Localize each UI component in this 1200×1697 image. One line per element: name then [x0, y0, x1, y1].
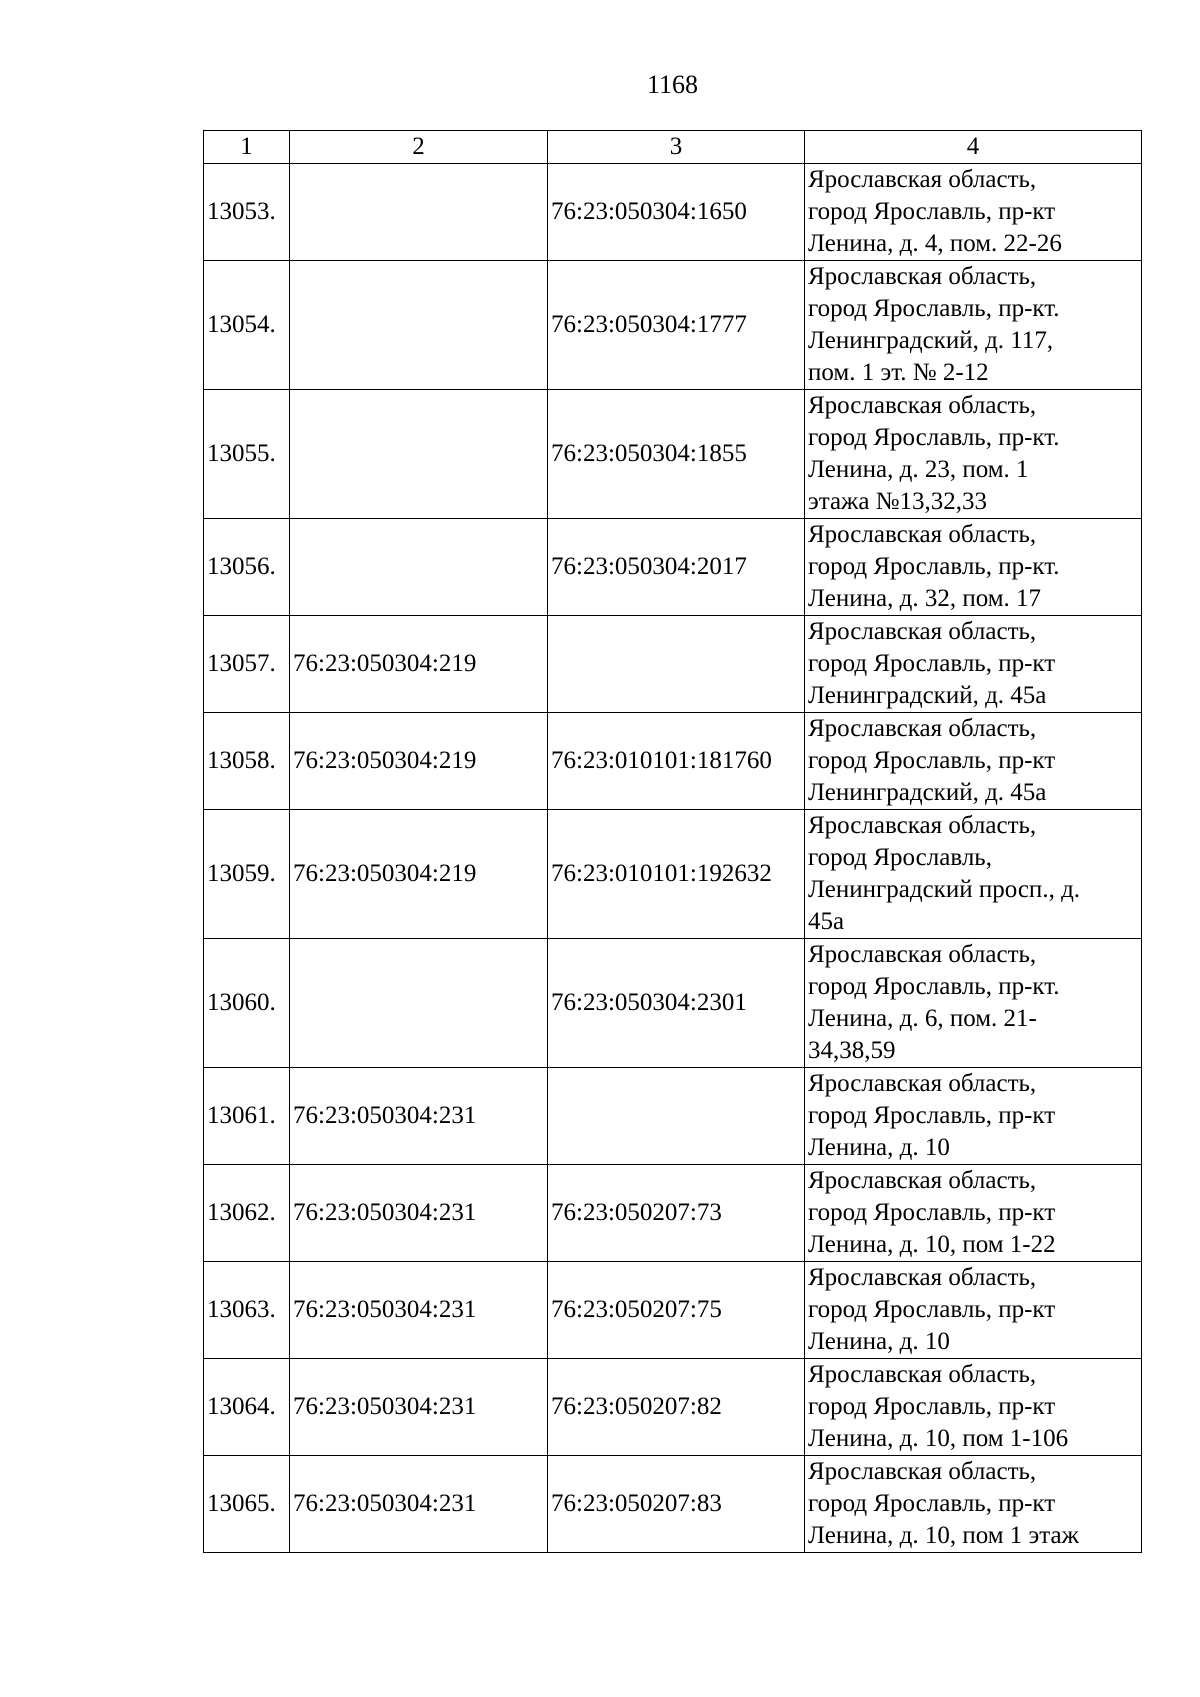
address-line: Ярославская область, [808, 1070, 1037, 1097]
address-line: город Ярославль, пр-кт. [808, 973, 1060, 1000]
row-number-cell: 13055. [204, 390, 290, 519]
address-line: Ленина, д. 10 [808, 1328, 950, 1355]
cadastral-number-cell: 76:23:050304:231 [290, 1456, 548, 1553]
address-line: Ленина, д. 10, пом 1-22 [808, 1231, 1056, 1258]
related-cadastral-number-cell: 76:23:010101:192632 [548, 810, 805, 939]
column-header-2: 2 [290, 131, 548, 164]
row-number-cell: 13063. [204, 1262, 290, 1359]
table-row [204, 1068, 1142, 1165]
table-body [204, 164, 1142, 1553]
column-header-4: 4 [805, 131, 1142, 164]
address-cell [805, 164, 1142, 261]
address-line: 45а [808, 908, 845, 935]
address-line: город Ярославль, пр-кт. [808, 553, 1060, 580]
address-cell [805, 1165, 1142, 1262]
address-line: Ярославская область, [808, 941, 1037, 968]
address-cell [805, 713, 1142, 810]
address-line: этажа №13,32,33 [808, 488, 988, 515]
address-line: пом. 1 эт. № 2-12 [808, 359, 989, 386]
address-line: Ярославская область, [808, 1361, 1037, 1388]
table-row [204, 1359, 1142, 1456]
address-line: Ленина, д. 10, пом 1 этаж [808, 1522, 1079, 1549]
address-line: Ярославская область, [808, 521, 1037, 548]
address-line: Ленина, д. 23, пом. 1 [808, 456, 1029, 483]
address-line: Ленина, д. 10, пом 1-106 [808, 1425, 1069, 1452]
cadastral-number-cell: 76:23:050304:219 [290, 616, 548, 713]
related-cadastral-number-cell [548, 1068, 805, 1165]
row-number-cell: 13059. [204, 810, 290, 939]
related-cadastral-number-cell: 76:23:010101:181760 [548, 713, 805, 810]
address-cell [805, 1456, 1142, 1553]
related-cadastral-number-cell: 76:23:050207:83 [548, 1456, 805, 1553]
address-line: город Ярославль, пр-кт [808, 747, 1056, 774]
address-line: Ярославская область, [808, 812, 1037, 839]
cadastral-number-cell [290, 261, 548, 390]
address-cell [805, 519, 1142, 616]
related-cadastral-number-cell [548, 616, 805, 713]
address-cell [805, 1262, 1142, 1359]
address-line: город Ярославль, пр-кт [808, 198, 1056, 225]
page-number: 1168 [646, 70, 699, 99]
address-line: Ленина, д. 32, пом. 17 [808, 585, 1042, 612]
table-row [204, 390, 1142, 519]
cadastral-number-cell: 76:23:050304:219 [290, 810, 548, 939]
related-cadastral-number-cell: 76:23:050207:75 [548, 1262, 805, 1359]
address-line: город Ярославль, пр-кт [808, 1296, 1056, 1323]
address-line: Ленина, д. 6, пом. 21- [808, 1005, 1037, 1032]
related-cadastral-number-cell: 76:23:050304:2017 [548, 519, 805, 616]
address-line: Ленинградский, д. 45а [808, 682, 1047, 709]
row-number-cell: 13053. [204, 164, 290, 261]
related-cadastral-number-cell: 76:23:050304:2301 [548, 939, 805, 1068]
address-cell [805, 390, 1142, 519]
address-cell [805, 1068, 1142, 1165]
address-line: город Ярославль, пр-кт. [808, 424, 1060, 451]
row-number-cell: 13058. [204, 713, 290, 810]
address-line: Ярославская область, [808, 618, 1037, 645]
address-line: Ленина, д. 4, пом. 22-26 [808, 230, 1062, 257]
address-line: город Ярославль, пр-кт. [808, 295, 1060, 322]
address-cell [805, 261, 1142, 390]
address-line: Ярославская область, [808, 1167, 1037, 1194]
cadastral-number-cell: 76:23:050304:231 [290, 1068, 548, 1165]
address-line: Ярославская область, [808, 1264, 1037, 1291]
address-cell [805, 616, 1142, 713]
address-line: город Ярославль, пр-кт [808, 1490, 1056, 1517]
address-line: Ярославская область, [808, 392, 1037, 419]
table-row [204, 616, 1142, 713]
column-header-1: 1 [204, 131, 290, 164]
table-row [204, 519, 1142, 616]
address-line: город Ярославль, пр-кт [808, 1102, 1056, 1129]
table-row [204, 1456, 1142, 1553]
address-line: Ленинградский просп., д. [808, 876, 1081, 903]
related-cadastral-number-cell: 76:23:050207:82 [548, 1359, 805, 1456]
address-line: Ленинградский, д. 45а [808, 779, 1047, 806]
address-line: Ярославская область, [808, 166, 1037, 193]
cadastral-number-cell: 76:23:050304:231 [290, 1262, 548, 1359]
row-number-cell: 13065. [204, 1456, 290, 1553]
address-cell [805, 939, 1142, 1068]
address-line: 34,38,59 [808, 1037, 896, 1064]
cadastral-number-cell [290, 519, 548, 616]
cadastral-number-cell: 76:23:050304:231 [290, 1359, 548, 1456]
address-line: город Ярославль, пр-кт [808, 1199, 1056, 1226]
row-number-cell: 13060. [204, 939, 290, 1068]
related-cadastral-number-cell: 76:23:050304:1777 [548, 261, 805, 390]
cadastral-number-cell: 76:23:050304:219 [290, 713, 548, 810]
table-row [204, 939, 1142, 1068]
table-row [204, 1262, 1142, 1359]
column-header-3: 3 [548, 131, 805, 164]
cadastral-number-cell [290, 390, 548, 519]
table-row [204, 164, 1142, 261]
row-number-cell: 13062. [204, 1165, 290, 1262]
address-cell [805, 810, 1142, 939]
row-number-cell: 13056. [204, 519, 290, 616]
address-line: город Ярославль, [808, 844, 992, 871]
cadastral-number-cell [290, 164, 548, 261]
address-line: Ярославская область, [808, 1458, 1037, 1485]
related-cadastral-number-cell: 76:23:050207:73 [548, 1165, 805, 1262]
row-number-cell: 13061. [204, 1068, 290, 1165]
table-row [204, 810, 1142, 939]
address-line: город Ярославль, пр-кт [808, 650, 1056, 677]
address-line: город Ярославль, пр-кт [808, 1393, 1056, 1420]
address-line: Ярославская область, [808, 715, 1037, 742]
row-number-cell: 13054. [204, 261, 290, 390]
table-row [204, 1165, 1142, 1262]
table-row [204, 713, 1142, 810]
registry-table [203, 130, 1142, 1553]
address-line: Ленина, д. 10 [808, 1134, 950, 1161]
table-header-row [204, 131, 1142, 164]
address-line: Ленинградский, д. 117, [808, 327, 1054, 354]
row-number-cell: 13057. [204, 616, 290, 713]
cadastral-number-cell [290, 939, 548, 1068]
related-cadastral-number-cell: 76:23:050304:1855 [548, 390, 805, 519]
cadastral-number-cell: 76:23:050304:231 [290, 1165, 548, 1262]
related-cadastral-number-cell: 76:23:050304:1650 [548, 164, 805, 261]
table-row [204, 261, 1142, 390]
address-line: Ярославская область, [808, 263, 1037, 290]
address-cell [805, 1359, 1142, 1456]
row-number-cell: 13064. [204, 1359, 290, 1456]
